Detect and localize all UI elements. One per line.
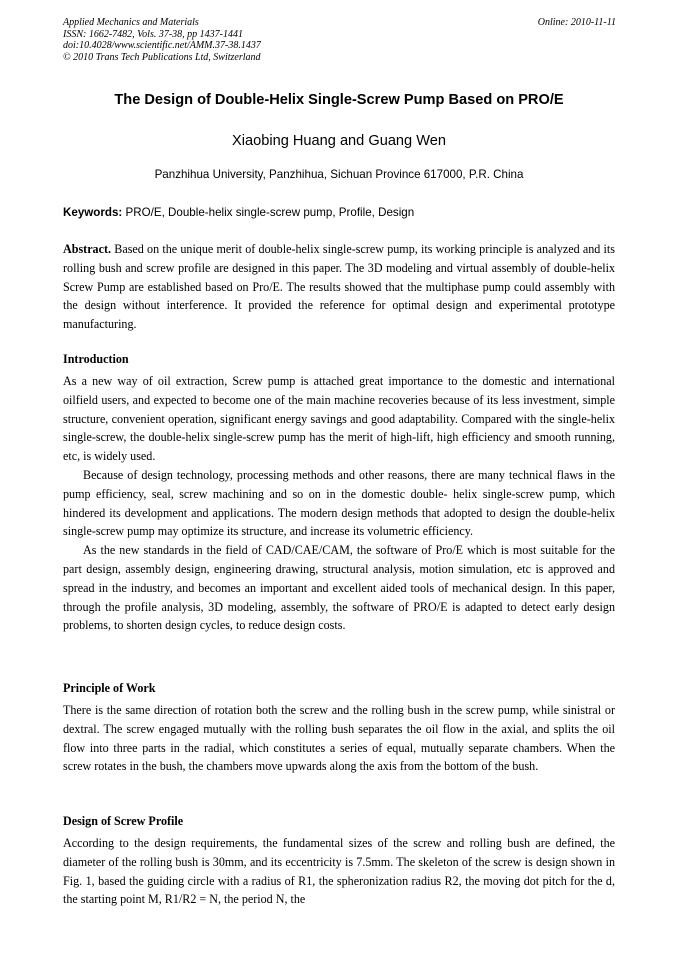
keywords <box>63 206 616 219</box>
journal-name: Applied Mechanics and Materials <box>63 17 199 28</box>
keywords-text: PRO/E, Double-helix single-screw pump, Profile, Design <box>122 206 415 219</box>
issn-line: ISSN: 1662-7482, Vols. 37-38, pp 1437-1441 <box>63 28 243 40</box>
principle-heading: Principle of Work <box>63 681 156 695</box>
introduction-heading: Introduction <box>63 352 129 366</box>
introduction-paragraph-2: Because of design technology, processing methods and other reasons, there are many technical flaws in the pump efficiency, seal, screw machining and so on in the domestic double- helix single-screw pump, which hindered its development and applications. The modern design methods that adopted to design the double-helix single-screw pump may optimize its structure, and increase its volumetric efficiency. <box>63 467 615 539</box>
profile-body <box>63 834 615 909</box>
introduction-paragraph-1: As a new way of oil extraction, Screw pump is attached great importance to the domestic and international oilfield users, and expected to become one of the main machine recoveries because of its less investment, simple structure, convenient operation, significant energy savings and good adaptability. Compared with the single-helix single-screw, the double-helix single-screw pump has the merit of high-lift, high efficiency and smooth running, etc, is widely used. <box>63 374 615 464</box>
paper-authors: Xiaobing Huang and Guang Wen <box>232 133 446 149</box>
keywords-label: Keywords: <box>63 206 123 219</box>
journal-header <box>63 17 616 63</box>
profile-paragraph-1: According to the design requirements, the fundamental sizes of the screw and rolling bush are defined, the diameter of the rolling bush is 30mm, and its eccentricity is 7.5mm. The skeleton of the screw is design shown in Fig. 1, based the guiding circle with a radius of R1, the spheronization radius R2, the moving dot pitch for the d, the starting point M, R1/R2 = N, the period N, the <box>63 836 615 907</box>
principle-body <box>63 701 615 776</box>
paper-affiliation: Panzhihua University, Panzhihua, Sichuan Province 617000, P.R. China <box>154 168 524 181</box>
online-date: Online: 2010-11-11 <box>537 17 616 28</box>
abstract-text: Based on the unique merit of double-helix single-screw pump, its working principle is analyzed and its rolling bush and screw profile are designed in this paper. The 3D modeling and virtual assembly of double-helix Screw Pump are established based on Pro/E. The results showed that the multiphase pump could assembly with the design without interference. It provided the reference for optimal design and experimental prototype manufacturing. <box>63 242 615 332</box>
principle-paragraph-1: There is the same direction of rotation both the screw and the rolling bush in the screw pump, while sinistral or dextral. The screw engaged mutually with the rolling bush separates the oil flow in the axial, and splits the oil flow into three parts in the radial, which constitutes a series of equal, mutually separate chambers. When the screw rotates in the bush, the chambers move upwards along the axis from the bottom of the bush. <box>63 703 615 774</box>
introduction-body <box>63 372 615 635</box>
profile-heading: Design of Screw Profile <box>63 814 184 828</box>
doi-line: doi:10.4028/www.scientific.net/AMM.37-38.1437 <box>63 40 261 51</box>
copyright-line: © 2010 Trans Tech Publications Ltd, Switzerland <box>63 51 261 63</box>
introduction-paragraph-3: As the new standards in the field of CAD/CAE/CAM, the software of Pro/E which is most suitable for the part design, assembly design, engineering drawing, structural analysis, motion simulation, etc is approved and spread in the industry, and becomes an important and excellent aided tools of mechanical design. In this paper, through the profile analysis, 3D modeling, assembly, the software of PRO/E is adapted to detect early design problems, to shorten design cycles, to reduce design costs. <box>63 543 615 633</box>
abstract <box>63 240 615 334</box>
abstract-label: Abstract. <box>63 242 112 256</box>
paper-title: The Design of Double-Helix Single-Screw Pump Based on PRO/E <box>114 92 564 108</box>
